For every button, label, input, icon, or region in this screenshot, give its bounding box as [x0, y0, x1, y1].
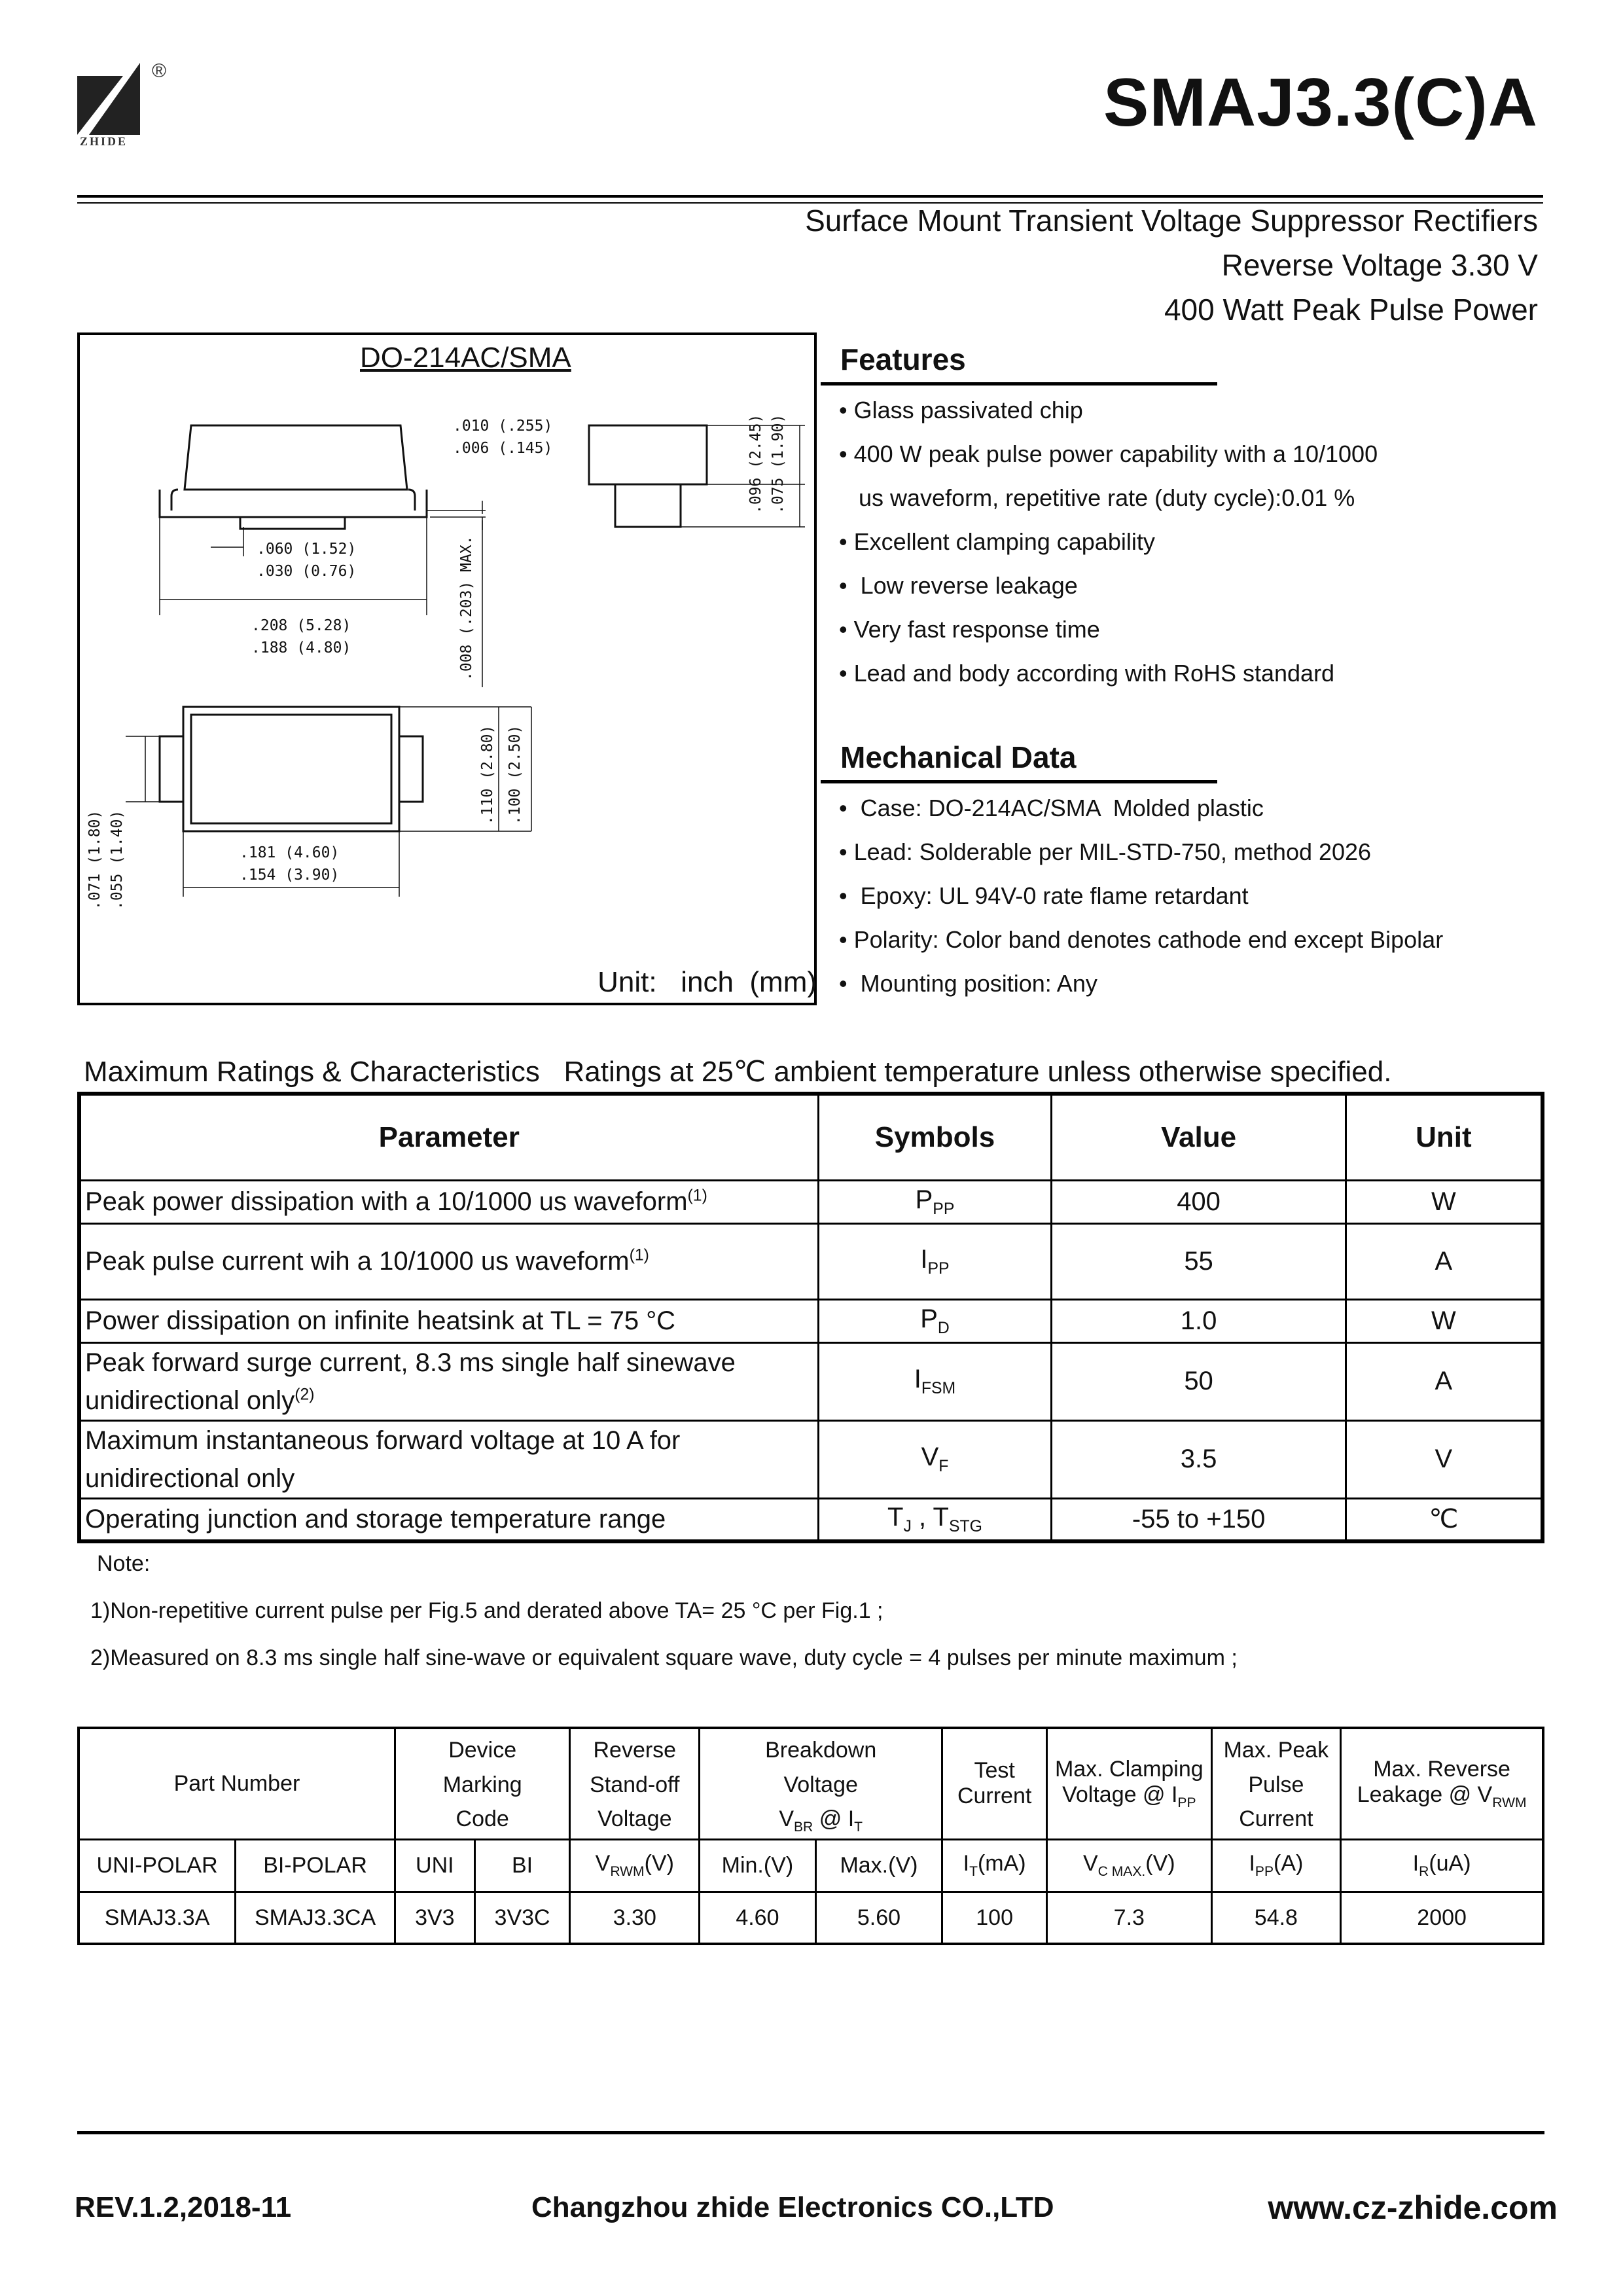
brand-name: ZHIDE	[80, 135, 128, 148]
param-cell: Peak power dissipation with a 10/1000 us waveform$^{(1)}$	[79, 1180, 818, 1223]
side-body	[185, 425, 407, 490]
feature-item: • Glass passivated chip	[839, 397, 1083, 423]
mechanical-item: • Polarity: Color band denotes cathode end except Bipolar	[839, 926, 1444, 953]
cell-vbr-max: 5.60	[815, 1892, 942, 1944]
cell-uni-part: SMAJ3.3A	[79, 1892, 236, 1944]
package-title: DO-214AC/SMA	[360, 342, 571, 374]
dim-body-length-min: .154 (3.90)	[240, 867, 340, 884]
param-cell: Power dissipation on infinite heatsink at TL = 75 °C	[79, 1299, 818, 1342]
mechanical-item: • Mounting position: Any	[839, 970, 1097, 997]
company-name: Changzhou zhide Electronics CO.,LTD	[531, 2191, 1054, 2223]
dim-lead-width-min: .055 (1.40)	[109, 810, 126, 910]
subheader-ipp: $I_{PP}(A)$	[1211, 1839, 1341, 1892]
table-row	[79, 1420, 1543, 1498]
unit-cell: A	[1346, 1223, 1543, 1299]
features-heading: Features	[840, 342, 966, 376]
ratings-title: Maximum Ratings & Characteristics Ratings at 25℃ ambient temperature unless otherwise specified.	[84, 1056, 1392, 1088]
note-title: Note:	[97, 1551, 151, 1576]
dim-lead-thickness-max: .010 (.255)	[453, 418, 553, 435]
dim-height-min: .075 (1.90)	[770, 414, 787, 514]
subheader-uni: UNI	[395, 1839, 474, 1892]
website-link[interactable]: www.cz-zhide.com	[1268, 2189, 1558, 2226]
dim-overall-length-min: .188 (4.80)	[251, 639, 351, 656]
dim-overall-length-max: .208 (5.28)	[251, 617, 351, 634]
symbol-cell: $P_D$	[818, 1299, 1052, 1342]
table-row	[79, 1180, 1543, 1223]
header-peak-current: Max. Peak Pulse Current	[1211, 1728, 1341, 1839]
ratings-table	[77, 1092, 1544, 1543]
footer-rule	[77, 2131, 1544, 2134]
subheader-vc: $V_{C MAX.}(V)$	[1047, 1839, 1212, 1892]
subheader-max: Max.(V)	[815, 1839, 942, 1892]
param-cell: Operating junction and storage temperature range	[79, 1498, 818, 1541]
header-marking-code: Device Marking Code	[395, 1728, 570, 1839]
cell-vbr-min: 4.60	[700, 1892, 816, 1944]
part-header-row	[79, 1728, 1543, 1839]
cell-vrwm: 3.30	[570, 1892, 700, 1944]
header-value: Value	[1052, 1094, 1346, 1180]
subheader-bi-polar: BI-POLAR	[236, 1839, 395, 1892]
table-row	[79, 1892, 1543, 1944]
unit-label: Unit: inch (mm)	[597, 966, 817, 998]
part-title: SMAJ3.3(C)A	[1103, 65, 1538, 141]
mechanical-rule	[821, 780, 1217, 783]
symbol-cell: $P_{PP}$	[818, 1180, 1052, 1223]
note-item: 2)Measured on 8.3 ms single half sine-wave or equivalent square wave, duty cycle = 4 pulses per minute maximum ;	[90, 1645, 1238, 1670]
feature-item: • Lead and body according with RoHS standard	[839, 660, 1335, 687]
feature-item: • 400 W peak pulse power capability with a 10/1000	[839, 440, 1378, 467]
table-row	[79, 1299, 1543, 1342]
value-cell: 3.5	[1052, 1420, 1346, 1498]
param-cell: Peak pulse current wih a 10/1000 us waveform$^{(1)}$	[79, 1223, 818, 1299]
symbol-cell: $T_J$ , $T_{STG}$	[818, 1498, 1052, 1541]
header-part-number: Part Number	[79, 1728, 395, 1839]
features-rule	[821, 382, 1217, 386]
subtitle-line-1: Surface Mount Transient Voltage Suppressor Rectifiers	[805, 204, 1538, 238]
header-reverse-leakage: Max. Reverse Leakage @ $V_{RWM}$	[1341, 1728, 1543, 1839]
value-cell: 50	[1052, 1342, 1346, 1420]
param-cell: Maximum instantaneous forward voltage at 10 A for unidirectional only	[79, 1420, 818, 1498]
cell-ir: 2000	[1341, 1892, 1543, 1944]
unit-cell: A	[1346, 1342, 1543, 1420]
revision-label: REV.1.2,2018-11	[75, 2191, 292, 2223]
feature-item: • Low reverse leakage	[839, 572, 1078, 599]
mechanical-item: • Case: DO-214AC/SMA Molded plastic	[839, 795, 1264, 821]
feature-item: • Very fast response time	[839, 616, 1100, 643]
cell-it: 100	[942, 1892, 1047, 1944]
unit-cell: W	[1346, 1180, 1543, 1223]
dim-height-max: .096 (2.45)	[747, 414, 764, 514]
subheader-min: Min.(V)	[700, 1839, 816, 1892]
header-standoff-voltage: Reverse Stand-off Voltage	[570, 1728, 700, 1839]
subheader-vrwm: $V_{RWM}(V)$	[570, 1839, 700, 1892]
subheader-bi: BI	[474, 1839, 570, 1892]
unit-cell: V	[1346, 1420, 1543, 1498]
feature-item: • Excellent clamping capability	[839, 528, 1155, 555]
header-breakdown-voltage: Breakdown Voltage $V_{BR}$ @ $I_T$	[700, 1728, 942, 1839]
table-row	[79, 1223, 1543, 1299]
cell-bi-part: SMAJ3.3CA	[236, 1892, 395, 1944]
cell-ipp: 54.8	[1211, 1892, 1341, 1944]
cell-bi-code: 3V3C	[474, 1892, 570, 1944]
feature-item: us waveform, repetitive rate (duty cycle):0.01 %	[839, 484, 1355, 511]
param-cell: Peak forward surge current, 8.3 ms single half sinewave unidirectional only$^{(2)}$	[79, 1342, 818, 1420]
header-test-current: Test Current	[942, 1728, 1047, 1839]
part-subheader-row	[79, 1839, 1543, 1892]
dim-body-length-max: .181 (4.60)	[240, 844, 340, 861]
value-cell: -55 to +150	[1052, 1498, 1346, 1541]
header-unit: Unit	[1346, 1094, 1543, 1180]
mechanical-heading: Mechanical Data	[840, 740, 1077, 774]
cell-vc: 7.3	[1047, 1892, 1212, 1944]
part-number-table	[77, 1727, 1544, 1945]
ratings-header-row	[79, 1094, 1543, 1180]
mechanical-item: • Lead: Solderable per MIL-STD-750, method 2026	[839, 838, 1372, 865]
registered-mark: ®	[152, 60, 167, 82]
subheader-ir: $I_R(uA)$	[1341, 1839, 1543, 1892]
header-clamping-voltage: Max. Clamping Voltage @ $I_{PP}$	[1047, 1728, 1212, 1839]
cell-uni-code: 3V3	[395, 1892, 474, 1944]
table-row	[79, 1498, 1543, 1541]
note-item: 1)Non-repetitive current pulse per Fig.5 and derated above TA= 25 °C per Fig.1 ;	[90, 1598, 883, 1623]
symbol-cell: $I_{FSM}$	[818, 1342, 1052, 1420]
unit-cell: ℃	[1346, 1498, 1543, 1541]
symbol-cell: $V_F$	[818, 1420, 1052, 1498]
subheader-uni-polar: UNI-POLAR	[79, 1839, 236, 1892]
dim-lead-length-max: .060 (1.52)	[257, 541, 357, 558]
subheader-it: $I_T(mA)$	[942, 1839, 1047, 1892]
symbol-cell: $I_{PP}$	[818, 1223, 1052, 1299]
value-cell: 400	[1052, 1180, 1346, 1223]
header-rule	[77, 195, 1543, 198]
header-parameter: Parameter	[79, 1094, 818, 1180]
subtitle-line-3: 400 Watt Peak Pulse Power	[1164, 293, 1538, 327]
subtitle-line-2: Reverse Voltage 3.30 V	[1221, 248, 1538, 282]
unit-cell: W	[1346, 1299, 1543, 1342]
dim-standoff-max: .008 (.203) MAX.	[458, 535, 475, 681]
dim-lead-width-max: .071 (1.80)	[86, 810, 103, 910]
value-cell: 1.0	[1052, 1299, 1346, 1342]
dim-lead-thickness-min: .006 (.145)	[453, 440, 553, 457]
mechanical-item: • Epoxy: UL 94V-0 rate flame retardant	[839, 882, 1249, 909]
header-symbols: Symbols	[818, 1094, 1052, 1180]
dim-width-max: .110 (2.80)	[479, 725, 496, 825]
value-cell: 55	[1052, 1223, 1346, 1299]
dim-width-min: .100 (2.50)	[507, 725, 524, 825]
dim-lead-length-min: .030 (0.76)	[257, 563, 357, 580]
table-row	[79, 1342, 1543, 1420]
package-drawing	[80, 380, 813, 923]
